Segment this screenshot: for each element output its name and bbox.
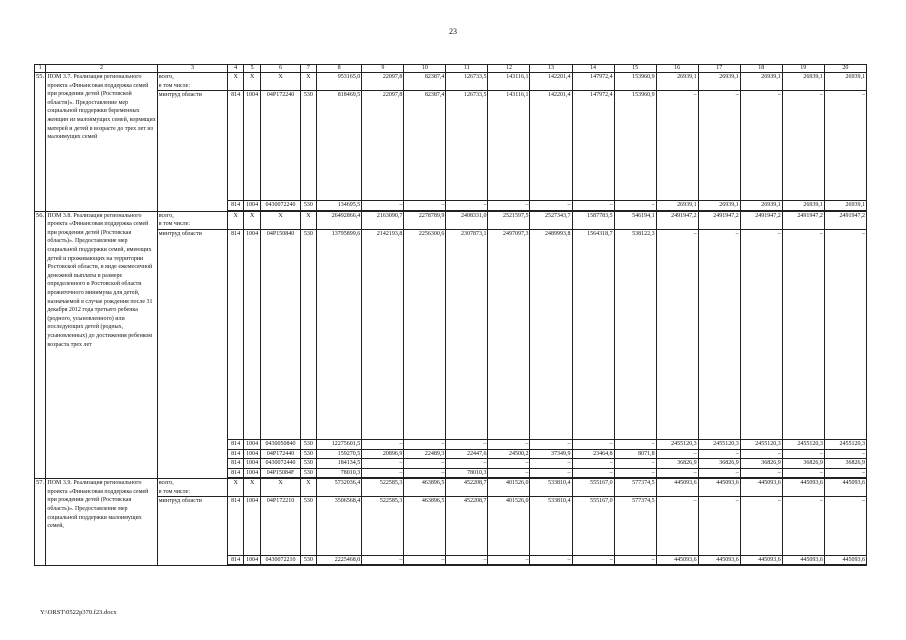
value-cell: 1564318,7 (572, 229, 614, 440)
value-cell: 1004 (244, 440, 261, 450)
value-cell: – (572, 440, 614, 450)
value-cell: 26939,1 (698, 73, 740, 91)
page-number: 23 (449, 27, 457, 36)
value-cell: 36826,9 (698, 459, 740, 469)
empty-cell (656, 565, 698, 566)
value-cell: 12275601,5 (316, 440, 361, 450)
value-cell: 26939,1 (698, 201, 740, 211)
value-cell: 37349,9 (530, 449, 572, 459)
value-cell: 445093,6 (782, 555, 824, 565)
empty-cell (782, 565, 824, 566)
value-cell: 0430072210 (261, 555, 301, 565)
value-cell: 22447,6 (446, 449, 488, 459)
value-cell: X (244, 211, 261, 229)
value-cell: – (572, 459, 614, 469)
column-number-row (35, 65, 867, 73)
value-cell: – (404, 555, 446, 565)
value-cell: 577374,5 (614, 479, 656, 497)
value-cell: 2163090,7 (362, 211, 404, 229)
value-cell: – (530, 201, 572, 211)
value-cell: X (261, 479, 301, 497)
value-cell: 1004 (244, 201, 261, 211)
value-cell: 2497097,3 (488, 229, 530, 440)
value-cell: 0430050840 (261, 440, 301, 450)
value-cell: X (261, 211, 301, 229)
table-row (35, 211, 867, 229)
value-cell: 2491947,2 (698, 211, 740, 229)
value-cell: 26939,1 (740, 201, 782, 211)
column-number: 15 (614, 65, 656, 73)
value-cell: – (782, 497, 824, 556)
value-cell: – (740, 497, 782, 556)
total-label-text: всего, (158, 212, 174, 219)
value-cell: – (698, 91, 740, 201)
column-number: 19 (782, 65, 824, 73)
value-cell: 184134,5 (316, 459, 361, 469)
value-cell: 24500,2 (488, 449, 530, 459)
value-cell: 2408331,0 (446, 211, 488, 229)
empty-cell (404, 565, 446, 566)
ministry-label: минтруд области (157, 497, 227, 566)
measure-description: ПОМ 3.9. Реализация регионального проекта «Финансовая поддержка семей при рождении детей (Ростовская область)». Предоставление мер социальной поддержки малоимущих семей, (46, 479, 157, 566)
value-cell: 22097,8 (362, 91, 404, 201)
value-cell: – (782, 91, 824, 201)
value-cell: – (740, 468, 782, 478)
value-cell: 530 (300, 459, 316, 469)
value-cell: – (530, 555, 572, 565)
value-cell: 142201,4 (530, 91, 572, 201)
value-cell: 04P172210 (261, 497, 301, 556)
value-cell: 36826,9 (824, 459, 866, 469)
value-cell: 78010,3 (446, 468, 488, 478)
value-cell: 1587783,5 (572, 211, 614, 229)
value-cell: – (824, 449, 866, 459)
value-cell: 26939,1 (740, 73, 782, 91)
column-number: 2 (46, 65, 157, 73)
value-cell: 555167,0 (572, 497, 614, 556)
value-cell: – (404, 201, 446, 211)
value-cell: 814 (228, 440, 244, 450)
value-cell: – (572, 468, 614, 478)
value-cell: – (656, 91, 698, 201)
total-label-text: всего, (158, 480, 174, 487)
value-cell: – (698, 497, 740, 556)
total-label (157, 211, 227, 229)
value-cell: 2491947,2 (656, 211, 698, 229)
column-number: 1 (35, 65, 46, 73)
value-cell: 2455120,3 (782, 440, 824, 450)
value-cell: 142201,4 (530, 73, 572, 91)
value-cell: 445093,6 (740, 479, 782, 497)
value-cell: 04P172440 (261, 449, 301, 459)
column-number: 20 (824, 65, 866, 73)
empty-cell (261, 565, 301, 566)
value-cell: 2278789,9 (404, 211, 446, 229)
value-cell: 147972,4 (572, 91, 614, 201)
value-cell: 463896,5 (404, 497, 446, 556)
value-cell: 22097,8 (362, 73, 404, 91)
value-cell: – (740, 91, 782, 201)
column-number: 14 (572, 65, 614, 73)
value-cell: – (824, 497, 866, 556)
value-cell: – (614, 555, 656, 565)
value-cell: 818469,5 (316, 91, 361, 201)
value-cell: 445093,6 (656, 479, 698, 497)
value-cell: – (446, 201, 488, 211)
value-cell: 2491947,2 (740, 211, 782, 229)
value-cell: 82387,4 (404, 73, 446, 91)
value-cell: 530 (300, 555, 316, 565)
value-cell: 0430072440 (261, 459, 301, 469)
value-cell: 26939,1 (656, 201, 698, 211)
value-cell: 452208,7 (446, 479, 488, 497)
column-number: 12 (488, 65, 530, 73)
value-cell: 1004 (244, 459, 261, 469)
column-number: 6 (261, 65, 301, 73)
empty-cell (488, 565, 530, 566)
value-cell: 143116,1 (488, 91, 530, 201)
value-cell: 546194,1 (614, 211, 656, 229)
value-cell: 26939,1 (656, 73, 698, 91)
column-number: 13 (530, 65, 572, 73)
value-cell: – (362, 555, 404, 565)
empty-cell (316, 565, 361, 566)
value-cell: – (446, 440, 488, 450)
value-cell: – (362, 459, 404, 469)
value-cell: – (362, 201, 404, 211)
empty-cell (572, 565, 614, 566)
value-cell: 134695,5 (316, 201, 361, 211)
value-cell: – (614, 459, 656, 469)
value-cell: 530 (300, 229, 316, 440)
value-cell: 953165,0 (316, 73, 361, 91)
value-cell: 814 (228, 497, 244, 556)
total-label (157, 479, 227, 497)
value-cell: – (572, 201, 614, 211)
value-cell: 36826,9 (740, 459, 782, 469)
value-cell: – (404, 459, 446, 469)
value-cell: 5732036,4 (316, 479, 361, 497)
row-number: 56. (35, 211, 46, 479)
value-cell: 530 (300, 468, 316, 478)
table-row (35, 229, 867, 440)
value-cell: X (244, 479, 261, 497)
column-number: 10 (404, 65, 446, 73)
empty-cell (300, 565, 316, 566)
value-cell: 2527343,7 (530, 211, 572, 229)
value-cell: – (362, 440, 404, 450)
value-cell: 401526,0 (488, 497, 530, 556)
value-cell: 814 (228, 468, 244, 478)
value-cell: – (530, 459, 572, 469)
value-cell: 814 (228, 201, 244, 211)
value-cell: – (614, 201, 656, 211)
value-cell: 143116,1 (488, 73, 530, 91)
value-cell: – (824, 229, 866, 440)
value-cell: 36826,9 (656, 459, 698, 469)
value-cell: 22489,3 (404, 449, 446, 459)
value-cell: X (228, 479, 244, 497)
value-cell: 23464,8 (572, 449, 614, 459)
value-cell: X (300, 479, 316, 497)
value-cell: 530 (300, 91, 316, 201)
value-cell: 04P15084F (261, 468, 301, 478)
value-cell: 13795899,6 (316, 229, 361, 440)
value-cell: 463896,5 (404, 479, 446, 497)
value-cell: 20896,9 (362, 449, 404, 459)
empty-cell (740, 565, 782, 566)
table-row (35, 479, 867, 497)
value-cell: X (228, 73, 244, 91)
value-cell: X (228, 211, 244, 229)
empty-cell (698, 565, 740, 566)
value-cell: 2142193,8 (362, 229, 404, 440)
value-cell: 2225468,0 (316, 555, 361, 565)
value-cell: 445093,6 (698, 479, 740, 497)
value-cell: 126733,5 (446, 91, 488, 201)
value-cell: 1004 (244, 555, 261, 565)
value-cell: – (824, 468, 866, 478)
value-cell: 78010,3 (316, 468, 361, 478)
including-label-text: в том числе: (158, 82, 191, 89)
value-cell: 153960,9 (614, 73, 656, 91)
value-cell: – (572, 555, 614, 565)
value-cell: 0430072240 (261, 201, 301, 211)
value-cell: 401526,0 (488, 479, 530, 497)
value-cell: – (530, 468, 572, 478)
empty-cell (614, 565, 656, 566)
value-cell: 26939,1 (782, 73, 824, 91)
value-cell: X (300, 211, 316, 229)
column-number: 18 (740, 65, 782, 73)
value-cell: – (782, 468, 824, 478)
value-cell: 2489993,8 (530, 229, 572, 440)
value-cell: 530 (300, 440, 316, 450)
value-cell: 2256300,6 (404, 229, 446, 440)
column-number: 7 (300, 65, 316, 73)
including-label-text: в том числе: (158, 488, 191, 495)
value-cell: 445093,6 (740, 555, 782, 565)
value-cell: 538122,3 (614, 229, 656, 440)
value-cell: 530 (300, 449, 316, 459)
value-cell: – (698, 449, 740, 459)
value-cell: 159270,5 (316, 449, 361, 459)
value-cell: – (404, 468, 446, 478)
value-cell: 8071,8 (614, 449, 656, 459)
value-cell: 26939,1 (824, 201, 866, 211)
value-cell: – (488, 440, 530, 450)
value-cell: 147972,4 (572, 73, 614, 91)
value-cell: 2455120,3 (656, 440, 698, 450)
value-cell: 445093,6 (824, 479, 866, 497)
empty-cell (244, 565, 261, 566)
value-cell: 2491947,2 (824, 211, 866, 229)
value-cell: 1004 (244, 497, 261, 556)
value-cell: – (488, 555, 530, 565)
value-cell: 814 (228, 229, 244, 440)
value-cell: 445093,6 (824, 555, 866, 565)
value-cell: 533810,4 (530, 479, 572, 497)
row-number: 57. (35, 479, 46, 566)
value-cell: – (614, 468, 656, 478)
value-cell: 1004 (244, 229, 261, 440)
value-cell: 04P150840 (261, 229, 301, 440)
value-cell: – (614, 440, 656, 450)
value-cell: – (656, 497, 698, 556)
ministry-label: минтруд области (157, 229, 227, 479)
column-number: 5 (244, 65, 261, 73)
measure-description: ПОМ 3.8. Реализация регионального проекта «Финансовая поддержка семей при рождении детей (Ростовская область)». Предоставление мер социальной поддержки семей, имеющих детей и проживающих на территории Ростовской области, в виде ежемесячной денежной выплаты в размере определенного в Ростовской области прожиточного минимума для детей, назначаемой в случае рождения после 31 декабря 2012 года третьего ребенка (родного, усыновленного) или последующих детей (родных, усыновленных) до достижения ребенком возраста трех лет (46, 211, 157, 479)
value-cell: – (530, 440, 572, 450)
value-cell: – (446, 459, 488, 469)
value-cell: 1004 (244, 449, 261, 459)
empty-cell (362, 565, 404, 566)
value-cell: X (300, 73, 316, 91)
value-cell: 814 (228, 555, 244, 565)
value-cell: 26939,1 (824, 73, 866, 91)
value-cell: 26939,1 (782, 201, 824, 211)
value-cell: 814 (228, 449, 244, 459)
value-cell: – (782, 229, 824, 440)
value-cell: – (740, 449, 782, 459)
value-cell: – (488, 459, 530, 469)
value-cell: 555167,0 (572, 479, 614, 497)
value-cell: – (362, 468, 404, 478)
value-cell: 2307873,1 (446, 229, 488, 440)
value-cell: 530 (300, 201, 316, 211)
column-number: 8 (316, 65, 361, 73)
value-cell: 522585,3 (362, 497, 404, 556)
value-cell: – (656, 229, 698, 440)
budget-table (34, 64, 867, 566)
value-cell: – (446, 555, 488, 565)
measure-description: ПОМ 3.7. Реализация регионального проекта «Финансовая поддержка семей при рождении детей (Ростовской области)». Предоставление мер социальной поддержки беременных женщин из малоимущих семей, кормящих матерей и детей в возрасте до трех лет из малоимущих семей (46, 73, 157, 212)
value-cell: – (656, 468, 698, 478)
value-cell: 36826,9 (782, 459, 824, 469)
empty-cell (530, 565, 572, 566)
value-cell: 153960,9 (614, 91, 656, 201)
value-cell: 814 (228, 91, 244, 201)
value-cell: 1004 (244, 91, 261, 201)
value-cell: 452208,7 (446, 497, 488, 556)
value-cell: 26492866,4 (316, 211, 361, 229)
column-number: 9 (362, 65, 404, 73)
ministry-label: минтруд области (157, 91, 227, 212)
footer-file-path: Y:\ORST\0522p370.f23.docx (40, 609, 117, 616)
value-cell: 126733,5 (446, 73, 488, 91)
value-cell: – (656, 449, 698, 459)
value-cell: 445093,6 (782, 479, 824, 497)
empty-cell (228, 565, 244, 566)
value-cell: – (698, 468, 740, 478)
value-cell: 82387,4 (404, 91, 446, 201)
value-cell: 814 (228, 459, 244, 469)
value-cell: 04P172240 (261, 91, 301, 201)
value-cell: – (740, 229, 782, 440)
value-cell: – (488, 201, 530, 211)
table-row (35, 91, 867, 201)
row-number: 55. (35, 73, 46, 212)
value-cell: 533810,4 (530, 497, 572, 556)
column-number: 17 (698, 65, 740, 73)
column-number: 3 (157, 65, 227, 73)
value-cell: – (404, 440, 446, 450)
empty-cell (446, 565, 488, 566)
value-cell: 2455120,3 (698, 440, 740, 450)
total-label-text: всего, (158, 74, 174, 80)
value-cell: – (698, 229, 740, 440)
column-number: 4 (228, 65, 244, 73)
value-cell: 522585,3 (362, 479, 404, 497)
column-number: 11 (446, 65, 488, 73)
empty-cell (824, 565, 866, 566)
value-cell: 445093,6 (698, 555, 740, 565)
value-cell: X (244, 73, 261, 91)
value-cell: 2455120,3 (740, 440, 782, 450)
value-cell: 2491947,2 (782, 211, 824, 229)
value-cell: – (488, 468, 530, 478)
value-cell: X (261, 73, 301, 91)
value-cell: 2455120,3 (824, 440, 866, 450)
table-row (35, 73, 867, 91)
column-number: 16 (656, 65, 698, 73)
table-row (35, 497, 867, 556)
value-cell: 530 (300, 497, 316, 556)
including-label-text: в том числе: (158, 221, 191, 228)
value-cell: 1004 (244, 468, 261, 478)
value-cell: 3506568,4 (316, 497, 361, 556)
value-cell: 2521597,5 (488, 211, 530, 229)
value-cell: 577374,5 (614, 497, 656, 556)
total-label (157, 73, 227, 91)
value-cell: – (824, 91, 866, 201)
value-cell: 445093,6 (656, 555, 698, 565)
value-cell: – (782, 449, 824, 459)
